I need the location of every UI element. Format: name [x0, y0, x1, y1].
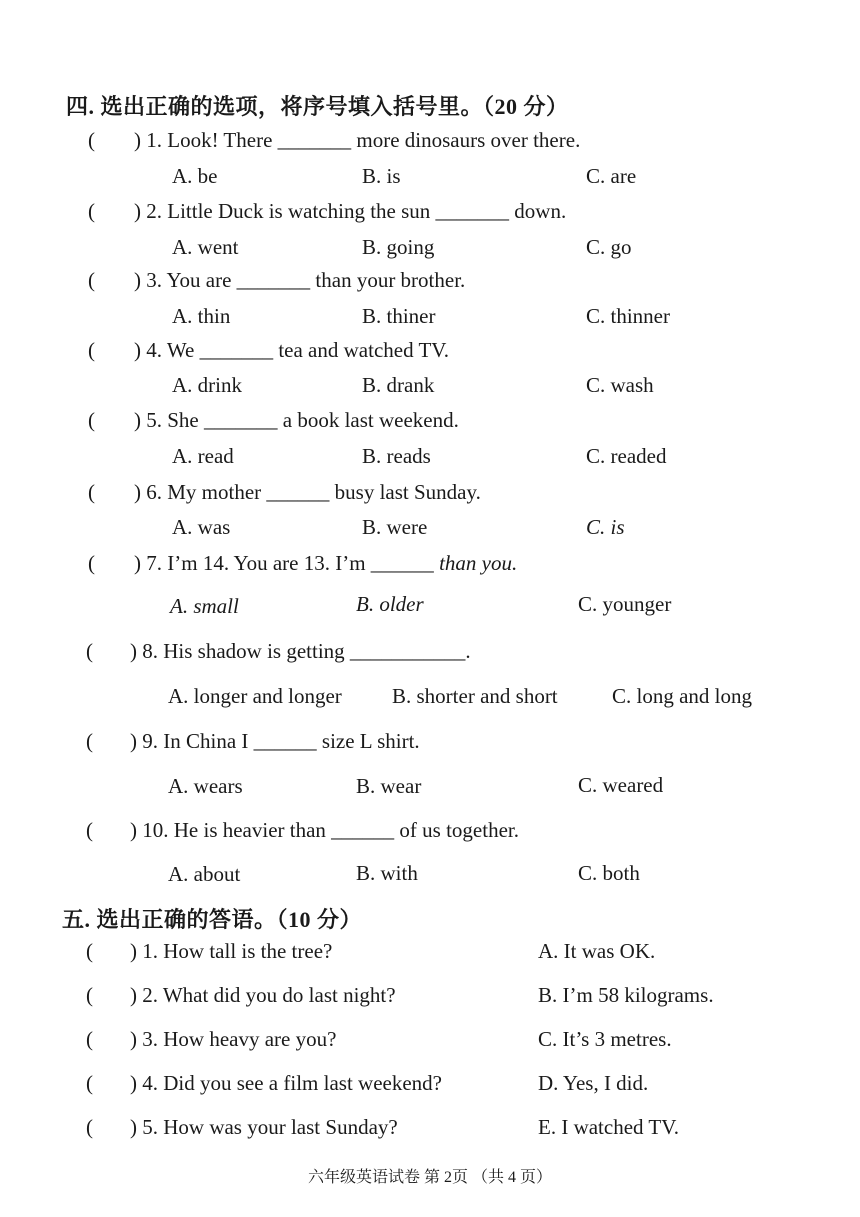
question-5-3: ) 3. How heavy are you? — [130, 1027, 337, 1051]
answer-bracket[interactable]: ( — [86, 1115, 93, 1139]
option-c: C. is — [586, 515, 625, 539]
question-4-8-stem: ) 8. His shadow is getting ___________. — [130, 639, 471, 663]
question-4-1-stem: ) 1. Look! There _______ more dinosaurs over there. — [134, 128, 581, 152]
option-b: B. thiner — [362, 304, 436, 328]
answer-bracket[interactable]: ( — [86, 939, 93, 963]
option-c: C. readed — [586, 444, 667, 468]
option-b: B. going — [362, 235, 435, 259]
option-a: A. longer and longer — [168, 684, 342, 708]
question-4-5-stem: ) 5. She _______ a book last weekend. — [134, 408, 459, 432]
answer-bracket[interactable]: ( — [86, 983, 93, 1007]
answer-bracket[interactable]: ( — [88, 199, 95, 223]
question-5-4: ) 4. Did you see a film last weekend? — [130, 1071, 442, 1095]
question-5-2: ) 2. What did you do last night? — [130, 983, 396, 1007]
answer-bracket[interactable]: ( — [86, 639, 93, 663]
option-a: A. about — [168, 862, 241, 886]
answer-bracket[interactable]: ( — [86, 1027, 93, 1051]
option-a: A. be — [172, 164, 218, 188]
option-b: B. is — [362, 164, 401, 188]
option-c: C. weared — [578, 773, 664, 797]
option-b: B. shorter and short — [392, 684, 558, 708]
question-4-4-stem: ) 4. We _______ tea and watched TV. — [134, 338, 449, 362]
question-4-3-stem: ) 3. You are _______ than your brother. — [134, 268, 466, 292]
option-a: A. wears — [168, 774, 243, 798]
option-b: B. wear — [356, 774, 422, 798]
option-c: C. both — [578, 861, 640, 885]
option-a: A. small — [170, 594, 239, 618]
option-b: B. were — [362, 515, 428, 539]
answer-bracket[interactable]: ( — [86, 729, 93, 753]
option-c: C. are — [586, 164, 637, 188]
option-c: C. go — [586, 235, 632, 259]
option-b: B. with — [356, 861, 418, 885]
question-4-10-stem: ) 10. He is heavier than ______ of us together. — [130, 818, 519, 842]
option-c: C. younger — [578, 592, 672, 616]
question-4-7-stem — [134, 551, 517, 576]
answer-5-c: C. It’s 3 metres. — [538, 1027, 672, 1051]
answer-bracket[interactable]: ( — [88, 128, 95, 152]
question-4-6-stem: ) 6. My mother ______ busy last Sunday. — [134, 480, 481, 504]
option-a: A. drink — [172, 373, 242, 397]
question-4-2-stem: ) 2. Little Duck is watching the sun _______ down. — [134, 199, 567, 223]
option-b: B. reads — [362, 444, 431, 468]
question-5-5: ) 5. How was your last Sunday? — [130, 1115, 398, 1139]
section-4-heading: 四. 选出正确的选项，将序号填入括号里。（20 分） — [66, 94, 569, 119]
answer-bracket[interactable]: ( — [88, 268, 95, 292]
question-5-1: ) 1. How tall is the tree? — [130, 939, 333, 963]
option-b: B. older — [356, 592, 424, 616]
answer-bracket[interactable]: ( — [88, 551, 95, 575]
option-c: C. thinner — [586, 304, 670, 328]
section-5-heading: 五. 选出正确的答语。（10 分） — [62, 907, 363, 932]
option-a: A. thin — [172, 304, 231, 328]
answer-5-d: D. Yes, I did. — [538, 1071, 649, 1095]
answer-bracket[interactable]: ( — [86, 1071, 93, 1095]
answer-5-a: A. It was OK. — [538, 939, 656, 963]
option-c: C. wash — [586, 373, 654, 397]
option-b: B. drank — [362, 373, 435, 397]
question-4-7-stem-text: ) 7. I’m 14. You are 13. I’m ______ — [134, 551, 434, 575]
answer-bracket[interactable]: ( — [86, 818, 93, 842]
option-a: A. read — [172, 444, 234, 468]
question-4-7-stem-tail: than you. — [439, 551, 518, 575]
option-a: A. went — [172, 235, 239, 259]
page-footer: 六年级英语试卷 第 2页 （共 4 页） — [307, 1169, 552, 1186]
answer-bracket[interactable]: ( — [88, 338, 95, 362]
answer-5-e: E. I watched TV. — [538, 1115, 679, 1139]
answer-5-b: B. I’m 58 kilograms. — [538, 983, 714, 1007]
option-a: A. was — [172, 515, 231, 539]
answer-bracket[interactable]: ( — [88, 480, 95, 504]
answer-bracket[interactable]: ( — [88, 408, 95, 432]
option-c: C. long and long — [612, 684, 752, 708]
question-4-9-stem: ) 9. In China I ______ size L shirt. — [130, 729, 420, 753]
